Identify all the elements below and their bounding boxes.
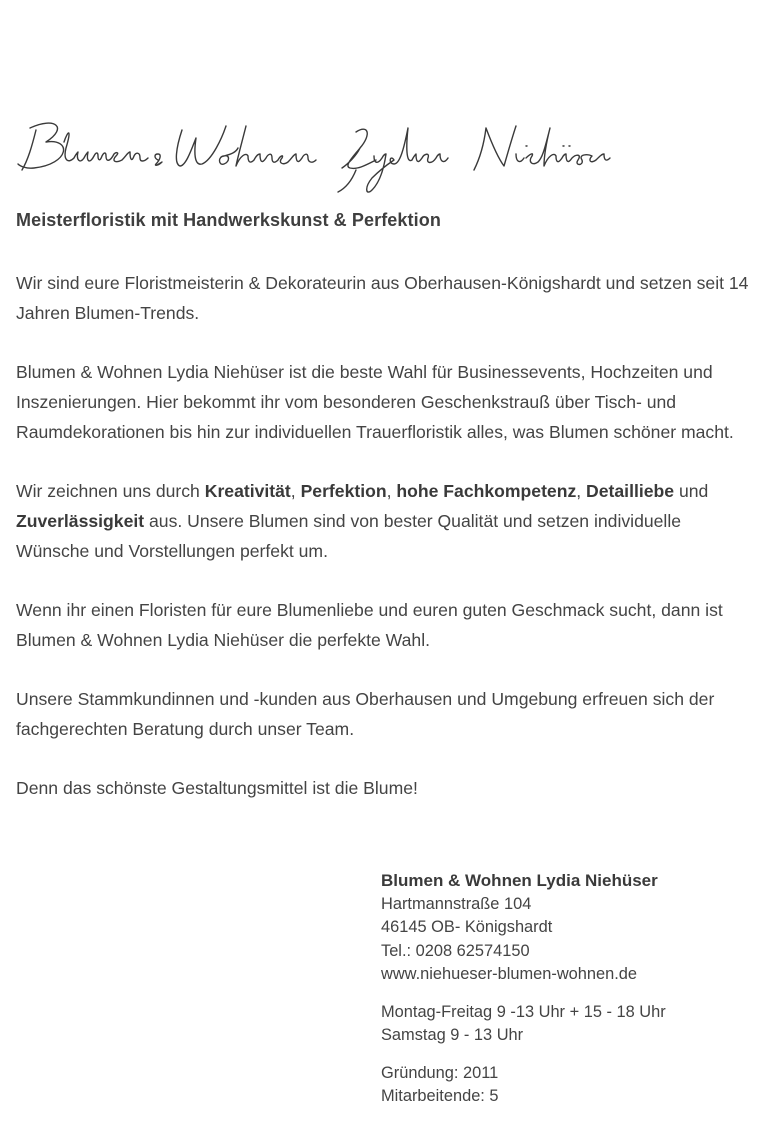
employee-count: Mitarbeitende: 5: [381, 1087, 499, 1105]
separator: ,: [290, 481, 301, 501]
logo-script-drawing: [16, 108, 616, 204]
paragraph-intro: Wir sind eure Floristmeisterin & Dekorateurin aus Oberhausen-Königshardt und setzen seit 14 Jahren Blumen-Trends.: [16, 273, 749, 323]
company-name: Blumen & Wohnen Lydia Niehüser: [381, 871, 658, 890]
opening-hours: [381, 1001, 761, 1048]
phone-number: Tel.: 0208 62574150: [381, 941, 530, 960]
description-text: [16, 268, 752, 832]
website-link[interactable]: www.niehueser-blumen-wohnen.de: [381, 965, 638, 983]
keyword-detailliebe: Detailliebe: [586, 481, 675, 501]
keyword-fachkompetenz: hohe Fachkompetenz: [396, 481, 577, 501]
address-block: [381, 869, 761, 987]
separator: ,: [386, 481, 397, 501]
qualities-rest: aus. Unsere Blumen sind von bester Qualität und setzen individuelle Wünsche und Vorstellungen perfekt um.: [16, 511, 682, 561]
keyword-zuverlaessigkeit: Zuverlässigkeit: [16, 511, 145, 531]
page-subtitle: Meisterfloristik mit Handwerkskunst & Perfektion: [16, 210, 441, 230]
page: [16, 0, 752, 1115]
hours-saturday: Samstag 9 - 13 Uhr: [381, 1026, 524, 1044]
paragraph-closing: Denn das schönste Gestaltungsmittel ist die Blume!: [16, 778, 418, 798]
contact-info: [381, 869, 761, 1123]
qualities-intro: Wir zeichnen uns durch: [16, 481, 205, 501]
keyword-kreativitaet: Kreativität: [204, 481, 291, 501]
street-address: Hartmannstraße 104: [381, 894, 532, 913]
founding-year: Gründung: 2011: [381, 1063, 499, 1082]
hours-weekdays: Montag-Freitag 9 -13 Uhr + 15 - 18 Uhr: [381, 1002, 666, 1021]
paragraph-choice: Wenn ihr einen Floristen für eure Blumenliebe und euren guten Geschmack sucht, dann ist Blumen & Wohnen Lydia Niehüser die perfekte Wahl.: [16, 600, 723, 650]
paragraph-services: Blumen & Wohnen Lydia Niehüser ist die beste Wahl für Businessevents, Hochzeiten und Inszenierungen. Hier bekommt ihr vom besonderen Geschenkstrauß über Tisch- und Raumdekorationen bis hin zur individuellen Trauerfloristik alles, was Blumen schöner macht.: [16, 362, 734, 442]
paragraph-qualities: [16, 476, 752, 566]
separator: ,: [576, 481, 587, 501]
brand-logo: [16, 108, 616, 204]
keyword-perfektion: Perfektion: [300, 481, 387, 501]
conjunction: und: [674, 481, 709, 501]
paragraph-customers: Unsere Stammkundinnen und -kunden aus Oberhausen und Umgebung erfreuen sich der fachgerechten Beratung durch unser Team.: [16, 689, 715, 739]
city-address: 46145 OB- Königshardt: [381, 918, 553, 936]
company-facts: [381, 1062, 761, 1109]
